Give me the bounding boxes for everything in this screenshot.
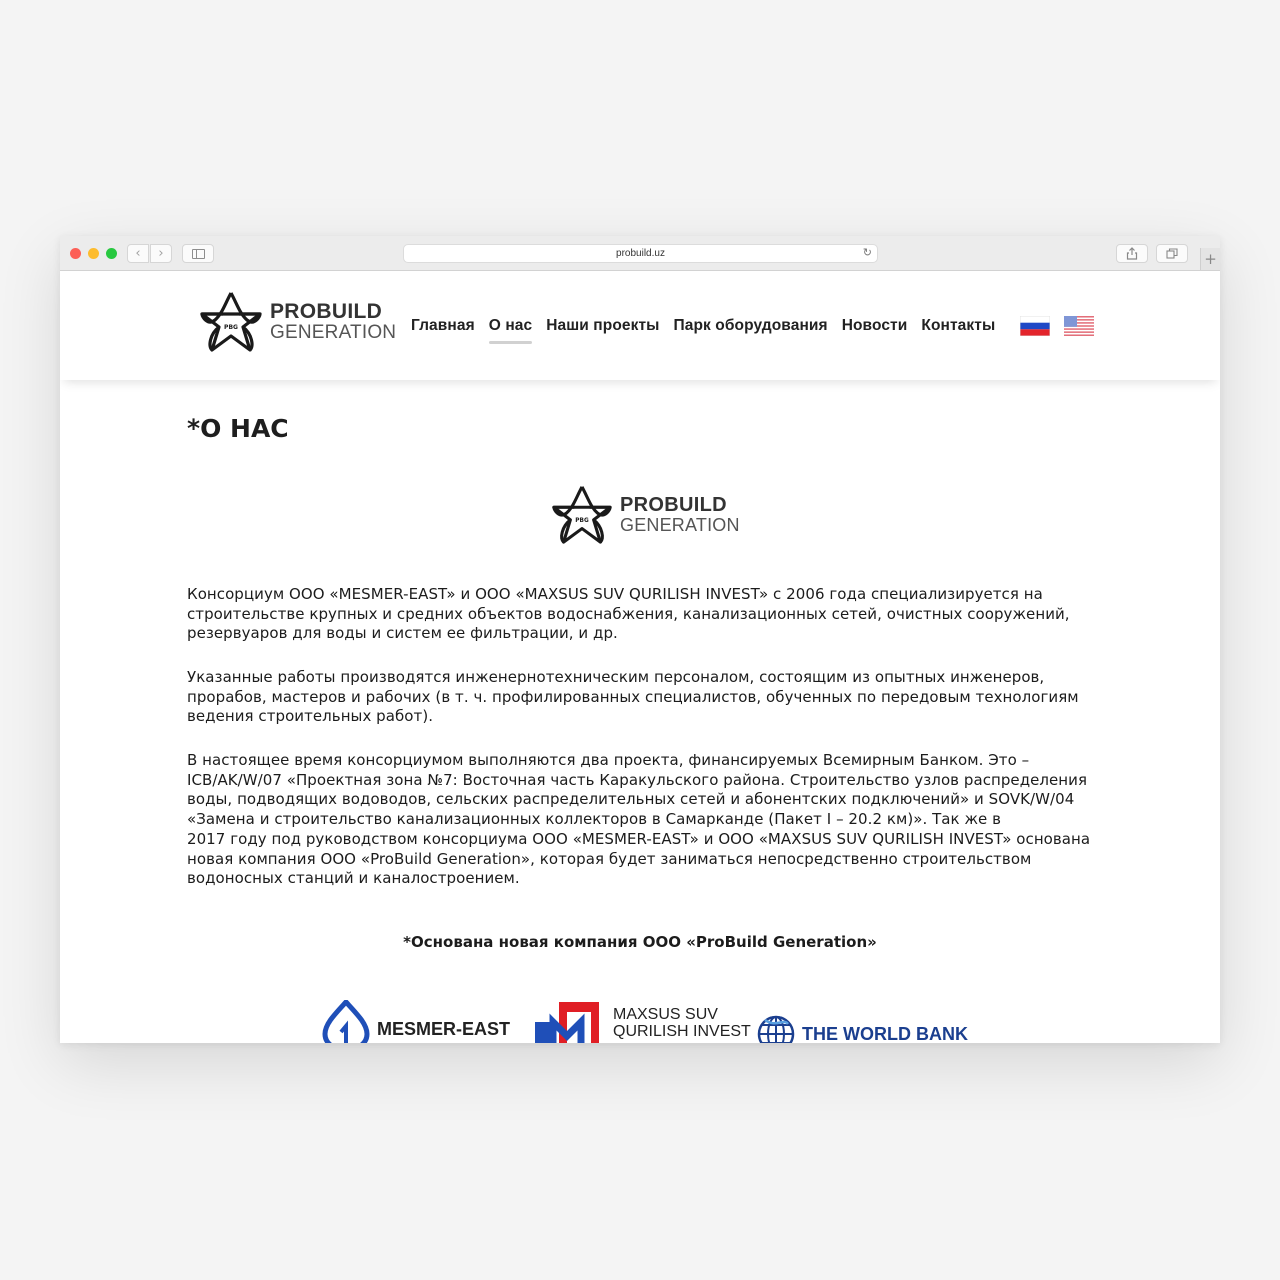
brand-name-line1: PROBUILD xyxy=(270,300,383,323)
zoom-window-button[interactable] xyxy=(106,248,117,259)
nav-item-home[interactable]: Главная xyxy=(411,317,475,334)
star-emblem-icon xyxy=(550,484,614,546)
partner-maxsus-suv xyxy=(535,1000,751,1043)
svg-text:PBG: PBG xyxy=(224,324,238,331)
address-bar[interactable] xyxy=(403,244,878,263)
about-paragraph-3 xyxy=(187,751,1107,889)
new-tab-button[interactable]: + xyxy=(1200,248,1220,270)
show-tabs-button[interactable] xyxy=(1156,244,1188,263)
forward-button[interactable]: › xyxy=(150,244,172,263)
about-paragraph-1: Консорциум ООО «MESMER-EAST» и ООО «MAXSUS SUV QURILISH INVEST» с 2006 года специализируется на строительстве крупных и средних объектов водоснабжения, канализационных сетей, очистных сооружений, резервуаров для воды и систем ее фильтрации, и др. xyxy=(187,585,1070,643)
about-paragraph-3-part2: 2017 году под руководством консорциума ООО «MESMER-EAST» и ООО «MAXSUS SUV QURILISH INVEST» основана новая компания ООО «ProBuild Generation», которая будет заниматься непосредственно строительством водоносных станций и каналостроением. xyxy=(187,829,1091,888)
browser-window xyxy=(60,236,1220,1043)
sidebar-icon xyxy=(192,249,205,259)
maxsus-suv-logo xyxy=(535,1000,601,1043)
new-company-subheading: *Основана новая компания ООО «ProBuild Generation» xyxy=(403,933,877,951)
brand-name-line2: GENERATION xyxy=(270,322,397,344)
partner-maxsus-suv-name: MAXSUS SUV xyxy=(613,1006,718,1024)
brand-name-line2: GENERATION xyxy=(620,515,740,536)
partner-world-bank-name: THE WORLD BANK xyxy=(802,1023,968,1043)
partner-world-bank xyxy=(756,1014,968,1043)
nav-item-projects[interactable]: Наши проекты xyxy=(546,317,660,334)
page-title: *О НАС xyxy=(187,414,289,443)
minimize-window-button[interactable] xyxy=(88,248,99,259)
ru-flag-icon[interactable] xyxy=(1020,316,1050,336)
main-nav xyxy=(411,317,995,335)
content-logo xyxy=(550,484,740,546)
back-button[interactable]: ‹ xyxy=(127,244,149,263)
about-paragraph-3-part1: В настоящее время консорциумом выполняются два проекта, финансируемых Всемирным Банком. Это – ICB/AK/W/07 «Проектная зона №7: Восточная часть Каракульского района. Строительство узлов распределения воды, подводящих водоводов, сельских распределительных сетей и абонентских подключений» и SOVK/W/04 «Замена и строительство канализационных коллекторов в Самарканде (Пакет I – 20.2 км)». Так же в xyxy=(187,751,1088,829)
close-window-button[interactable] xyxy=(70,248,81,259)
svg-text:PBG: PBG xyxy=(575,517,589,524)
share-icon xyxy=(1126,247,1138,260)
partner-mesmer-east xyxy=(321,1000,510,1043)
reload-icon[interactable]: ↻ xyxy=(862,247,872,259)
site-logo[interactable] xyxy=(198,290,396,354)
tabs-overview-icon xyxy=(1166,248,1178,259)
us-flag-icon[interactable] xyxy=(1064,316,1094,336)
browser-toolbar xyxy=(60,236,1220,271)
mesmer-east-logo xyxy=(321,1000,371,1043)
partner-mesmer-east-name: MESMER-EAST xyxy=(377,1018,511,1039)
world-bank-globe-logo xyxy=(756,1014,796,1043)
nav-item-contacts[interactable]: Контакты xyxy=(921,317,996,334)
nav-item-about[interactable]: О нас xyxy=(488,317,533,334)
star-emblem-icon xyxy=(198,290,264,354)
partner-maxsus-suv-name-line2: QURILISH INVEST xyxy=(613,1023,751,1040)
partner-logos xyxy=(60,1000,1220,1043)
share-button[interactable] xyxy=(1116,244,1148,263)
sidebar-toggle-button[interactable] xyxy=(182,244,214,263)
about-paragraph-2: Указанные работы производятся инженернотехническим персоналом, состоящим из опытных инженеров, прорабов, мастеров и рабочих (в т. ч. профилированных специалистов, обученных по передовым технологиям ведения строительных работ). xyxy=(187,668,1079,726)
main-content xyxy=(60,380,1220,1043)
nav-item-equipment[interactable]: Парк оборудования xyxy=(673,317,828,334)
brand-name-line1: PROBUILD xyxy=(620,494,727,517)
site-header xyxy=(60,272,1220,380)
address-bar-url: probuild.uz xyxy=(616,248,665,259)
nav-item-news[interactable]: Новости xyxy=(841,317,908,334)
